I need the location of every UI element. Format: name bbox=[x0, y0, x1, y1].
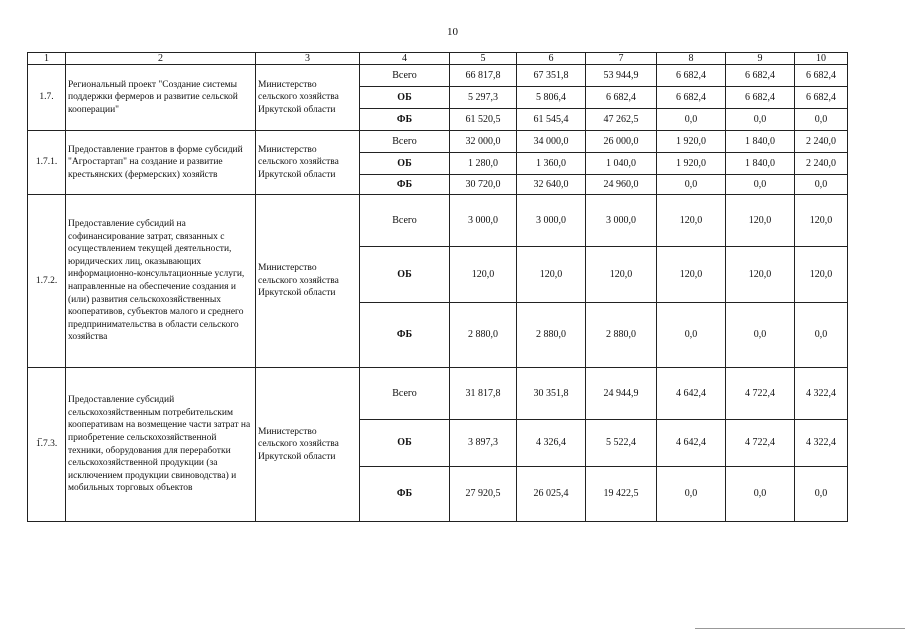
item-code: 1.7. bbox=[28, 65, 66, 131]
budget-table bbox=[27, 52, 848, 522]
value-cell: 32 640,0 bbox=[517, 175, 586, 195]
page-number: 10 bbox=[447, 26, 458, 38]
item-executor: Министерство сельского хозяйства Иркутской области bbox=[256, 195, 360, 368]
funding-source: ФБ bbox=[360, 303, 450, 368]
value-cell: 66 817,8 bbox=[450, 65, 517, 87]
column-header: 6 bbox=[517, 53, 586, 65]
value-cell: 24 944,9 bbox=[586, 368, 657, 420]
value-cell: 6 682,4 bbox=[795, 87, 848, 109]
value-cell: 120,0 bbox=[517, 247, 586, 303]
value-cell: 2 880,0 bbox=[586, 303, 657, 368]
value-cell: 4 642,4 bbox=[657, 420, 726, 467]
value-cell: 2 880,0 bbox=[450, 303, 517, 368]
column-header: 7 bbox=[586, 53, 657, 65]
column-header: 9 bbox=[726, 53, 795, 65]
value-cell: 1 280,0 bbox=[450, 153, 517, 175]
value-cell: 120,0 bbox=[657, 247, 726, 303]
funding-source: ФБ bbox=[360, 467, 450, 522]
value-cell: 120,0 bbox=[450, 247, 517, 303]
column-header: 4 bbox=[360, 53, 450, 65]
value-cell: 1 840,0 bbox=[726, 153, 795, 175]
funding-source: ОБ bbox=[360, 247, 450, 303]
value-cell: 4 326,4 bbox=[517, 420, 586, 467]
value-cell: 27 920,5 bbox=[450, 467, 517, 522]
value-cell: 120,0 bbox=[657, 195, 726, 247]
value-cell: 4 722,4 bbox=[726, 368, 795, 420]
value-cell: 0,0 bbox=[657, 175, 726, 195]
column-header: 2 bbox=[66, 53, 256, 65]
value-cell: 6 682,4 bbox=[726, 87, 795, 109]
value-cell: 0,0 bbox=[657, 303, 726, 368]
value-cell: 4 722,4 bbox=[726, 420, 795, 467]
value-cell: 53 944,9 bbox=[586, 65, 657, 87]
value-cell: 6 682,4 bbox=[586, 87, 657, 109]
funding-source: Всего bbox=[360, 65, 450, 87]
value-cell: 4 642,4 bbox=[657, 368, 726, 420]
item-name: Предоставление субсидий сельскохозяйственным потребительским кооперативам на возмещение части затрат на приобретение сельскохозяйственной техники, оборудования для переработки сельскохозяйственной продукции (за исключением продукции свиноводства) и мобильных торговых объектов bbox=[66, 368, 256, 522]
value-cell: 30 351,8 bbox=[517, 368, 586, 420]
value-cell: 24 960,0 bbox=[586, 175, 657, 195]
value-cell: 0,0 bbox=[795, 467, 848, 522]
funding-source: ФБ bbox=[360, 109, 450, 131]
value-cell: 6 682,4 bbox=[657, 87, 726, 109]
value-cell: 32 000,0 bbox=[450, 131, 517, 153]
column-header: 8 bbox=[657, 53, 726, 65]
value-cell: 5 522,4 bbox=[586, 420, 657, 467]
value-cell: 0,0 bbox=[726, 467, 795, 522]
value-cell: 1 360,0 bbox=[517, 153, 586, 175]
value-cell: 1 840,0 bbox=[726, 131, 795, 153]
value-cell: 0,0 bbox=[726, 175, 795, 195]
value-cell: 2 240,0 bbox=[795, 153, 848, 175]
value-cell: 6 682,4 bbox=[657, 65, 726, 87]
value-cell: 26 025,4 bbox=[517, 467, 586, 522]
value-cell: 6 682,4 bbox=[726, 65, 795, 87]
item-code: 1.7.1. bbox=[28, 131, 66, 195]
table-row bbox=[28, 131, 848, 153]
value-cell: 1 920,0 bbox=[657, 131, 726, 153]
value-cell: 61 520,5 bbox=[450, 109, 517, 131]
funding-source: ОБ bbox=[360, 420, 450, 467]
value-cell: 0,0 bbox=[657, 109, 726, 131]
item-executor: Министерство сельского хозяйства Иркутской области bbox=[256, 368, 360, 522]
item-name: Предоставление субсидий на софинансирование затрат, связанных с осуществлением текущей деятельности, юридических лиц, оказывающих информационно-консультационные услуги, направленные на обеспечение создания и (или) развития сельскохозяйственных кооперативов, субъектов малого и среднего предпринимательства в области сельского хозяйства bbox=[66, 195, 256, 368]
value-cell: 0,0 bbox=[726, 303, 795, 368]
value-cell: 19 422,5 bbox=[586, 467, 657, 522]
item-name: Предоставление грантов в форме субсидий "Агростартап" на создание и развитие крестьянских (фермерских) хозяйств bbox=[66, 131, 256, 195]
funding-source: Всего bbox=[360, 131, 450, 153]
value-cell: 0,0 bbox=[657, 467, 726, 522]
column-header: 5 bbox=[450, 53, 517, 65]
value-cell: 5 806,4 bbox=[517, 87, 586, 109]
scan-edge-line bbox=[695, 628, 905, 629]
funding-source: Всего bbox=[360, 368, 450, 420]
value-cell: 3 000,0 bbox=[450, 195, 517, 247]
column-header: 10 bbox=[795, 53, 848, 65]
table-row bbox=[28, 368, 848, 420]
item-executor: Министерство сельского хозяйства Иркутской области bbox=[256, 65, 360, 131]
value-cell: 0,0 bbox=[795, 109, 848, 131]
value-cell: 2 240,0 bbox=[795, 131, 848, 153]
value-cell: 5 297,3 bbox=[450, 87, 517, 109]
value-cell: 30 720,0 bbox=[450, 175, 517, 195]
value-cell: 120,0 bbox=[795, 195, 848, 247]
table-row bbox=[28, 65, 848, 87]
value-cell: 120,0 bbox=[726, 195, 795, 247]
value-cell: 2 880,0 bbox=[517, 303, 586, 368]
item-name: Региональный проект "Создание системы поддержки фермеров и развитие сельской кооперации" bbox=[66, 65, 256, 131]
value-cell: 34 000,0 bbox=[517, 131, 586, 153]
value-cell: 4 322,4 bbox=[795, 368, 848, 420]
value-cell: 67 351,8 bbox=[517, 65, 586, 87]
value-cell: 47 262,5 bbox=[586, 109, 657, 131]
value-cell: 120,0 bbox=[726, 247, 795, 303]
value-cell: 3 897,3 bbox=[450, 420, 517, 467]
value-cell: 1 920,0 bbox=[657, 153, 726, 175]
item-executor: Министерство сельского хозяйства Иркутской области bbox=[256, 131, 360, 195]
value-cell: 120,0 bbox=[586, 247, 657, 303]
item-code: 1.7.3. bbox=[28, 368, 66, 522]
funding-source: Всего bbox=[360, 195, 450, 247]
value-cell: 61 545,4 bbox=[517, 109, 586, 131]
item-code: 1.7.2. bbox=[28, 195, 66, 368]
value-cell: 4 322,4 bbox=[795, 420, 848, 467]
column-header: 3 bbox=[256, 53, 360, 65]
value-cell: 3 000,0 bbox=[586, 195, 657, 247]
value-cell: 0,0 bbox=[795, 303, 848, 368]
scan-mark bbox=[38, 438, 42, 439]
header-row bbox=[28, 53, 848, 65]
funding-source: ФБ bbox=[360, 175, 450, 195]
funding-source: ОБ bbox=[360, 153, 450, 175]
value-cell: 3 000,0 bbox=[517, 195, 586, 247]
value-cell: 0,0 bbox=[795, 175, 848, 195]
value-cell: 1 040,0 bbox=[586, 153, 657, 175]
value-cell: 0,0 bbox=[726, 109, 795, 131]
value-cell: 120,0 bbox=[795, 247, 848, 303]
funding-source: ОБ bbox=[360, 87, 450, 109]
value-cell: 6 682,4 bbox=[795, 65, 848, 87]
value-cell: 26 000,0 bbox=[586, 131, 657, 153]
value-cell: 31 817,8 bbox=[450, 368, 517, 420]
column-header: 1 bbox=[28, 53, 66, 65]
table-row bbox=[28, 195, 848, 247]
